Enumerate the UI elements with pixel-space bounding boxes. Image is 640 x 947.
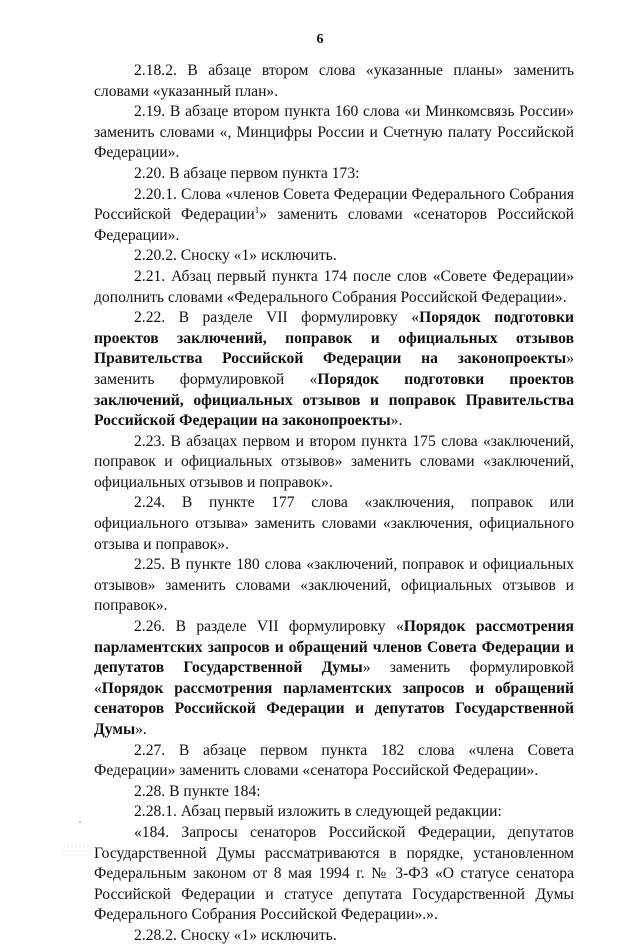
paragraph-p2-20-2 [94,246,574,267]
paragraph-p2-26 [94,617,574,741]
bold-text: Порядок подготовки проектов заключений, поправок и официальных отзывов Правительства Российской Федерации на законопроекты [94,309,574,368]
bold-text: Порядок рассмотрения парламентских запросов и обращений сенаторов Российской Федерации и депутатов Государственной Думы [94,679,574,738]
paragraph-p2-28 [94,782,574,803]
text-run: 2.24. В пункте 177 слова «заключения, поправок или официального отзыва» заменить словами «заключения, официального отзыва и поправок». [94,494,574,553]
text-run: 2.28.2. Сноску «1» исключить. [134,926,337,944]
paragraph-p2-27 [94,741,574,782]
text-run: 2.25. В пункте 180 слова «заключений, поправок и официальных отзывов» заменить словами «заключений, официальных отзывов и поправок». [94,556,574,615]
text-run: 2.20. В абзаце первом пункта 173: [134,164,360,182]
text-run: 2.26. В разделе VII формулировку « [134,618,404,636]
text-run: 2.21. Абзац первый пункта 174 после слов «Совете Федерации» дополнить словами «Федерального Собрания Российской Федерации». [94,267,574,306]
bold-text: Порядок рассмотрения парламентских запросов и обращений членов Совета Федерации и депутатов Государственной Думы [94,618,574,677]
text-run: 2.28.1. Абзац первый изложить в следующей редакции: [134,803,502,821]
scan-noise [62,845,92,857]
text-run: 2.20.2. Сноску «1» исключить. [134,247,337,265]
paragraph-p2-28-2 [94,926,574,947]
paragraph-p2-23 [94,432,574,494]
text-run: ». [390,412,403,430]
text-run: ». [135,721,147,738]
text-run: 2.19. В абзаце втором пункта 160 слова «и Минкомсвязь России» заменить словами «, Минцифры России и Счетную палату Российской Федерации». [94,103,574,162]
text-run: » заменить формулировкой « [94,659,574,697]
text-run: «184. Запросы сенаторов Российской Федерации, депутатов Государственной Думы рассматриваются в порядке, установленном Федеральным законом от 8 мая 1994 г. № 3-ФЗ «О статусе сенатора Российской Федерации и статусе депутата Государственной Думы Федерального Собрания Российской Федерации».». [94,823,574,924]
document-body [94,61,574,947]
paragraph-p2-20-1 [94,185,574,247]
text-run: 2.27. В абзаце первом пункта 182 слова «члена Совета Федерации» заменить словами «сенатора Российской Федерации». [94,741,574,780]
bold-text: Порядок подготовки проектов заключений, официальных отзывов и поправок Правительства Российской Федерации на законопроекты [94,370,574,430]
paragraph-p2-20 [94,164,574,185]
text-run: 2.18.2. В абзаце втором слова «указанные планы» заменить словами «указанный план». [94,62,574,100]
text-run: 2.23. В абзацах первом и втором пункта 175 слова «заключений, поправок и официальных отзывов» заменить словами «заключений, официальных отзывов и поправок». [94,432,574,491]
paragraph-p2-28-1 [94,802,574,823]
paragraph-p2-18-2 [94,61,574,102]
text-run: » заменить словами «сенаторов Российской Федерации». [94,206,574,244]
page-number: 6 [316,32,324,47]
text-run: 2.22. В разделе VII формулировку « [134,309,420,327]
paragraph-p2-19 [94,102,574,164]
paragraph-p184 [94,823,574,926]
paragraph-p2-25 [94,555,574,617]
paragraph-p2-24 [94,493,574,555]
text-run: 2.20.1. Слова «членов Совета Федерации Федерального Собрания Российской Федерации [94,185,574,224]
margin-mark: · [78,815,82,829]
text-run: 2.28. В пункте 184: [134,782,261,800]
text-run: » заменить формулировкой « [94,350,574,388]
footnote-marker: 1 [254,204,260,215]
paragraph-p2-21 [94,267,574,308]
paragraph-p2-22 [94,308,574,432]
